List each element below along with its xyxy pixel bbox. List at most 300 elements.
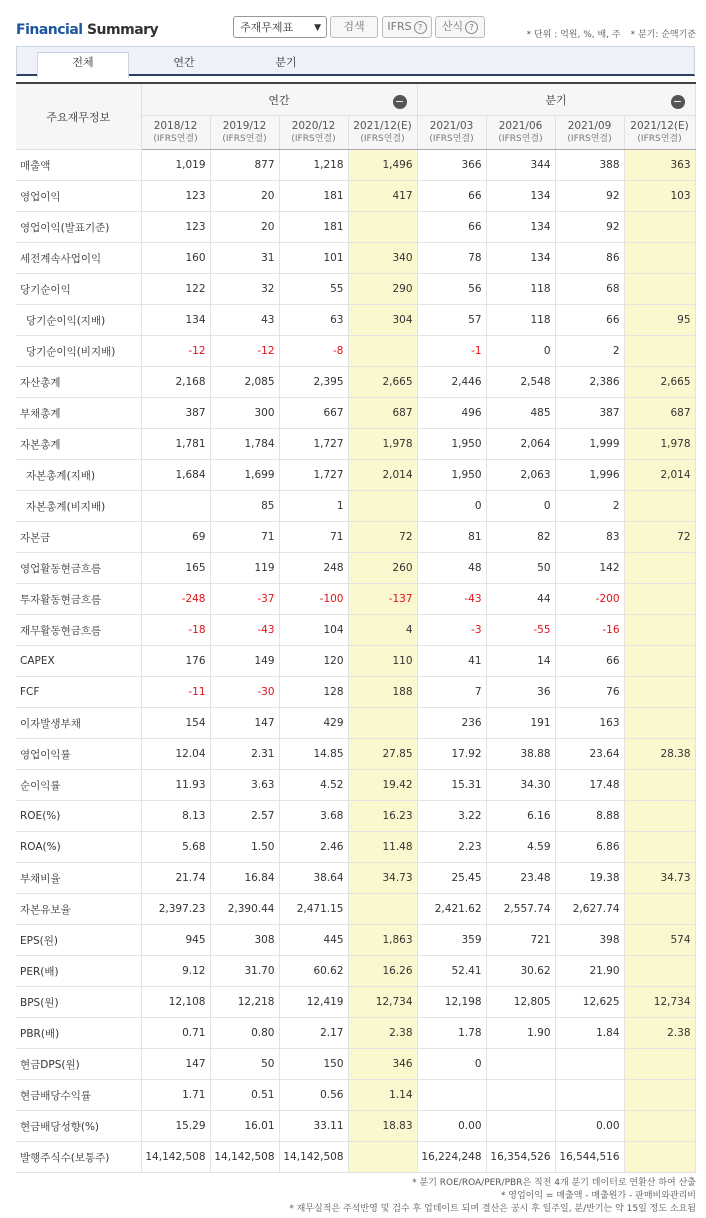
table-row bbox=[16, 243, 695, 274]
table-cell: 12,805 bbox=[486, 987, 555, 1018]
row-label: 부채비율 bbox=[16, 863, 141, 894]
period-header bbox=[624, 116, 695, 150]
table-cell: 16,354,526 bbox=[486, 1142, 555, 1173]
table-cell: 5.68 bbox=[141, 832, 210, 863]
table-cell: 134 bbox=[141, 305, 210, 336]
table-cell: 1,218 bbox=[279, 150, 348, 181]
table-cell: -16 bbox=[555, 615, 624, 646]
tab-quarter[interactable]: 분기 bbox=[275, 56, 297, 69]
table-cell: 38.64 bbox=[279, 863, 348, 894]
collapse-quarter-icon[interactable]: − bbox=[671, 95, 685, 109]
table-cell: 387 bbox=[555, 398, 624, 429]
period-basis: (IFRS연결) bbox=[498, 133, 543, 144]
table-cell: 2.38 bbox=[624, 1018, 695, 1049]
table-cell: 16,544,516 bbox=[555, 1142, 624, 1173]
table-cell: -137 bbox=[348, 584, 417, 615]
period-tabs bbox=[16, 46, 695, 76]
table-cell: 72 bbox=[348, 522, 417, 553]
table-cell: 1.71 bbox=[141, 1080, 210, 1111]
search-button[interactable]: 검색 bbox=[330, 16, 378, 38]
table-row bbox=[16, 429, 695, 460]
row-label: 당기순이익(비지배) bbox=[16, 336, 141, 367]
table-cell: -43 bbox=[417, 584, 486, 615]
table-cell: 2.57 bbox=[210, 801, 279, 832]
table-cell: 52.41 bbox=[417, 956, 486, 987]
table-cell: 14.85 bbox=[279, 739, 348, 770]
table-row bbox=[16, 367, 695, 398]
table-cell: 1,781 bbox=[141, 429, 210, 460]
period-basis: (IFRS연결) bbox=[637, 133, 682, 144]
period-header bbox=[141, 116, 210, 150]
table-cell: 2,665 bbox=[348, 367, 417, 398]
table-cell: 103 bbox=[624, 181, 695, 212]
table-cell: 1,699 bbox=[210, 460, 279, 491]
table-row bbox=[16, 987, 695, 1018]
table-row bbox=[16, 1111, 695, 1142]
table-cell: 260 bbox=[348, 553, 417, 584]
table-cell: 387 bbox=[141, 398, 210, 429]
row-label: PBR(배) bbox=[16, 1018, 141, 1049]
table-cell: 118 bbox=[486, 305, 555, 336]
table-cell: 2,397.23 bbox=[141, 894, 210, 925]
table-row bbox=[16, 925, 695, 956]
select-value: 주재무제표 bbox=[240, 21, 294, 34]
title-part2: Summary bbox=[82, 22, 159, 38]
table-cell bbox=[486, 1080, 555, 1111]
table-cell: -43 bbox=[210, 615, 279, 646]
period-basis: (IFRS연결) bbox=[360, 133, 405, 144]
table-cell: 0 bbox=[486, 336, 555, 367]
table-row bbox=[16, 584, 695, 615]
quarter-group-label: 분기 bbox=[545, 93, 567, 107]
table-cell: 43 bbox=[210, 305, 279, 336]
table-cell bbox=[417, 1080, 486, 1111]
table-cell: 16.26 bbox=[348, 956, 417, 987]
table-cell bbox=[624, 1111, 695, 1142]
table-cell: 25.45 bbox=[417, 863, 486, 894]
table-cell bbox=[624, 801, 695, 832]
period-header bbox=[555, 116, 624, 150]
table-cell: 1,863 bbox=[348, 925, 417, 956]
table-cell: 19.38 bbox=[555, 863, 624, 894]
table-cell: 0 bbox=[417, 491, 486, 522]
table-cell: 1,496 bbox=[348, 150, 417, 181]
table-cell bbox=[624, 770, 695, 801]
unit-notes bbox=[517, 27, 696, 40]
row-label: 영업이익(발표기준) bbox=[16, 212, 141, 243]
row-label: 자본총계(지배) bbox=[16, 460, 141, 491]
table-row bbox=[16, 274, 695, 305]
period-basis: (IFRS연결) bbox=[153, 133, 198, 144]
table-cell bbox=[624, 1049, 695, 1080]
row-label: 현금배당성향(%) bbox=[16, 1111, 141, 1142]
table-cell bbox=[348, 708, 417, 739]
period-label: 2021/12(E) bbox=[353, 119, 412, 132]
table-cell: 14,142,508 bbox=[279, 1142, 348, 1173]
table-cell bbox=[624, 336, 695, 367]
table-cell bbox=[624, 1080, 695, 1111]
period-label: 2021/12(E) bbox=[630, 119, 689, 132]
table-cell bbox=[624, 894, 695, 925]
table-cell: 66 bbox=[555, 646, 624, 677]
table-cell: 2 bbox=[555, 491, 624, 522]
table-cell: 160 bbox=[141, 243, 210, 274]
table-cell: 0 bbox=[486, 491, 555, 522]
table-cell: 3.68 bbox=[279, 801, 348, 832]
question-icon: ? bbox=[465, 21, 478, 34]
table-cell: 388 bbox=[555, 150, 624, 181]
table-cell: 1.78 bbox=[417, 1018, 486, 1049]
table-cell: 2 bbox=[555, 336, 624, 367]
table-cell bbox=[624, 646, 695, 677]
footnote-3: * 재무실적은 주석반영 및 검수 후 업데이트 되며 결산은 공시 후 일주일, 분/반기는 약 15일 정도 소요됨 bbox=[289, 1204, 696, 1214]
table-cell: 9.12 bbox=[141, 956, 210, 987]
table-cell: 363 bbox=[624, 150, 695, 181]
table-cell: 82 bbox=[486, 522, 555, 553]
period-header bbox=[417, 116, 486, 150]
table-row bbox=[16, 1142, 695, 1173]
table-cell: 1 bbox=[279, 491, 348, 522]
table-cell: 2,063 bbox=[486, 460, 555, 491]
table-cell: 14 bbox=[486, 646, 555, 677]
table-row bbox=[16, 1049, 695, 1080]
table-cell: 34.30 bbox=[486, 770, 555, 801]
table-cell: 123 bbox=[141, 212, 210, 243]
quarter-note: * 분기: 순액기준 bbox=[630, 30, 696, 40]
table-cell: 181 bbox=[279, 212, 348, 243]
table-cell: 95 bbox=[624, 305, 695, 336]
table-cell: 14,142,508 bbox=[210, 1142, 279, 1173]
table-cell: 1,684 bbox=[141, 460, 210, 491]
collapse-annual-icon[interactable]: − bbox=[393, 95, 407, 109]
table-cell: -30 bbox=[210, 677, 279, 708]
table-cell bbox=[486, 1111, 555, 1142]
table-cell: 147 bbox=[210, 708, 279, 739]
table-cell: 21.90 bbox=[555, 956, 624, 987]
table-cell bbox=[624, 584, 695, 615]
table-cell: 50 bbox=[486, 553, 555, 584]
table-cell: 14,142,508 bbox=[141, 1142, 210, 1173]
table-cell: 12,419 bbox=[279, 987, 348, 1018]
table-cell: 33.11 bbox=[279, 1111, 348, 1142]
row-label: EPS(원) bbox=[16, 925, 141, 956]
row-label: 영업이익 bbox=[16, 181, 141, 212]
table-cell: 3.22 bbox=[417, 801, 486, 832]
table-cell: 34.73 bbox=[348, 863, 417, 894]
table-cell bbox=[624, 708, 695, 739]
table-row bbox=[16, 956, 695, 987]
table-cell: 16.01 bbox=[210, 1111, 279, 1142]
row-label: CAPEX bbox=[16, 646, 141, 677]
table-cell: 15.31 bbox=[417, 770, 486, 801]
table-row bbox=[16, 460, 695, 491]
table-cell: 104 bbox=[279, 615, 348, 646]
footnote-1: * 분기 ROE/ROA/PER/PBR은 직전 4개 분기 데이터로 연환산 하여 산출 bbox=[412, 1178, 696, 1188]
title-part1: Financial bbox=[16, 22, 83, 38]
quarter-group-header bbox=[417, 83, 695, 116]
annual-group-header bbox=[141, 83, 417, 116]
period-header bbox=[486, 116, 555, 150]
table-cell: 71 bbox=[279, 522, 348, 553]
row-label: 당기순이익 bbox=[16, 274, 141, 305]
table-cell: 4 bbox=[348, 615, 417, 646]
table-cell: 3.63 bbox=[210, 770, 279, 801]
table-cell: 119 bbox=[210, 553, 279, 584]
footnote-2: * 영업이익 = 매출액 - 매출원가 - 판매비와관리비 bbox=[500, 1191, 696, 1201]
table-cell: 21.74 bbox=[141, 863, 210, 894]
statement-type-select[interactable] bbox=[233, 16, 327, 38]
table-cell: 122 bbox=[141, 274, 210, 305]
table-cell: 165 bbox=[141, 553, 210, 584]
table-cell: 28.38 bbox=[624, 739, 695, 770]
row-label: 투자활동현금흐름 bbox=[16, 584, 141, 615]
table-cell: 1,727 bbox=[279, 460, 348, 491]
table-cell: 877 bbox=[210, 150, 279, 181]
table-cell: 57 bbox=[417, 305, 486, 336]
period-header bbox=[210, 116, 279, 150]
table-cell: 118 bbox=[486, 274, 555, 305]
table-cell: 72 bbox=[624, 522, 695, 553]
table-cell: 2,557.74 bbox=[486, 894, 555, 925]
table-cell: 2,390.44 bbox=[210, 894, 279, 925]
row-label: ROE(%) bbox=[16, 801, 141, 832]
table-cell bbox=[348, 1142, 417, 1173]
row-label: 부채총계 bbox=[16, 398, 141, 429]
table-cell bbox=[141, 491, 210, 522]
table-cell bbox=[348, 894, 417, 925]
table-cell: 66 bbox=[417, 181, 486, 212]
table-cell: -18 bbox=[141, 615, 210, 646]
table-cell: 15.29 bbox=[141, 1111, 210, 1142]
table-cell: 2,014 bbox=[348, 460, 417, 491]
table-cell: 17.48 bbox=[555, 770, 624, 801]
table-cell: 188 bbox=[348, 677, 417, 708]
table-cell: 16,224,248 bbox=[417, 1142, 486, 1173]
table-cell: 1,727 bbox=[279, 429, 348, 460]
table-cell: 71 bbox=[210, 522, 279, 553]
table-cell: 123 bbox=[141, 181, 210, 212]
table-cell: 191 bbox=[486, 708, 555, 739]
table-cell: 154 bbox=[141, 708, 210, 739]
table-cell: 176 bbox=[141, 646, 210, 677]
table-row bbox=[16, 708, 695, 739]
table-cell: 23.48 bbox=[486, 863, 555, 894]
table-cell: 63 bbox=[279, 305, 348, 336]
table-cell bbox=[624, 491, 695, 522]
table-cell: -1 bbox=[417, 336, 486, 367]
period-label: 2019/12 bbox=[222, 119, 267, 132]
table-cell: -12 bbox=[141, 336, 210, 367]
row-label: 세전계속사업이익 bbox=[16, 243, 141, 274]
table-cell: 31 bbox=[210, 243, 279, 274]
row-label: 자본총계(비지배) bbox=[16, 491, 141, 522]
table-cell: 134 bbox=[486, 181, 555, 212]
table-cell: 134 bbox=[486, 212, 555, 243]
ifrs-help-button[interactable] bbox=[382, 16, 432, 38]
table-cell: 687 bbox=[624, 398, 695, 429]
table-row bbox=[16, 150, 695, 181]
period-basis: (IFRS연결) bbox=[429, 133, 474, 144]
table-cell: 50 bbox=[210, 1049, 279, 1080]
row-label: 발행주식수(보통주) bbox=[16, 1142, 141, 1173]
annual-group-label: 연간 bbox=[268, 93, 290, 107]
table-row bbox=[16, 398, 695, 429]
table-cell bbox=[486, 1049, 555, 1080]
table-cell: 163 bbox=[555, 708, 624, 739]
table-cell bbox=[624, 243, 695, 274]
table-cell: 38.88 bbox=[486, 739, 555, 770]
table-cell: 0.56 bbox=[279, 1080, 348, 1111]
table-cell bbox=[624, 274, 695, 305]
financial-summary-table bbox=[16, 82, 696, 1173]
row-label: 매출액 bbox=[16, 150, 141, 181]
table-cell: 0 bbox=[417, 1049, 486, 1080]
table-cell: 150 bbox=[279, 1049, 348, 1080]
table-cell: 11.93 bbox=[141, 770, 210, 801]
table-cell bbox=[555, 1080, 624, 1111]
table-cell: 12,734 bbox=[348, 987, 417, 1018]
table-cell: -11 bbox=[141, 677, 210, 708]
table-cell: 181 bbox=[279, 181, 348, 212]
table-cell: 2,446 bbox=[417, 367, 486, 398]
table-cell bbox=[348, 336, 417, 367]
table-cell: 86 bbox=[555, 243, 624, 274]
table-cell: 1,950 bbox=[417, 429, 486, 460]
table-cell: 2,395 bbox=[279, 367, 348, 398]
table-cell: 56 bbox=[417, 274, 486, 305]
table-row bbox=[16, 305, 695, 336]
table-cell: 83 bbox=[555, 522, 624, 553]
table-cell: 1.50 bbox=[210, 832, 279, 863]
table-cell bbox=[348, 491, 417, 522]
tab-all[interactable]: 전체 bbox=[37, 52, 129, 78]
table-cell: 429 bbox=[279, 708, 348, 739]
table-cell bbox=[624, 615, 695, 646]
period-header bbox=[279, 116, 348, 150]
table-cell: 48 bbox=[417, 553, 486, 584]
table-cell: 120 bbox=[279, 646, 348, 677]
table-cell: 398 bbox=[555, 925, 624, 956]
table-row bbox=[16, 770, 695, 801]
table-cell: 18.83 bbox=[348, 1111, 417, 1142]
period-basis: (IFRS연결) bbox=[567, 133, 612, 144]
period-label: 2021/09 bbox=[567, 119, 612, 132]
row-label: 재무활동현금흐름 bbox=[16, 615, 141, 646]
row-label: FCF bbox=[16, 677, 141, 708]
table-cell bbox=[348, 212, 417, 243]
table-cell: 236 bbox=[417, 708, 486, 739]
table-cell: 128 bbox=[279, 677, 348, 708]
table-cell: 6.86 bbox=[555, 832, 624, 863]
table-cell: 0.71 bbox=[141, 1018, 210, 1049]
table-cell: 19.42 bbox=[348, 770, 417, 801]
table-cell: -55 bbox=[486, 615, 555, 646]
table-cell bbox=[624, 553, 695, 584]
table-cell bbox=[624, 956, 695, 987]
table-cell bbox=[624, 1142, 695, 1173]
table-cell: 76 bbox=[555, 677, 624, 708]
table-cell: 304 bbox=[348, 305, 417, 336]
table-row bbox=[16, 739, 695, 770]
table-cell: 6.16 bbox=[486, 801, 555, 832]
table-cell: 12,108 bbox=[141, 987, 210, 1018]
table-cell: 485 bbox=[486, 398, 555, 429]
table-cell: 687 bbox=[348, 398, 417, 429]
table-cell: -200 bbox=[555, 584, 624, 615]
table-cell: 417 bbox=[348, 181, 417, 212]
table-cell: 12,198 bbox=[417, 987, 486, 1018]
table-cell: 366 bbox=[417, 150, 486, 181]
table-cell: 60.62 bbox=[279, 956, 348, 987]
row-label: 자본총계 bbox=[16, 429, 141, 460]
table-cell: 34.73 bbox=[624, 863, 695, 894]
table-cell: 1.90 bbox=[486, 1018, 555, 1049]
table-row bbox=[16, 646, 695, 677]
table-cell: 69 bbox=[141, 522, 210, 553]
table-cell: 2.31 bbox=[210, 739, 279, 770]
row-label: 자본금 bbox=[16, 522, 141, 553]
table-cell bbox=[624, 212, 695, 243]
table-cell: 4.59 bbox=[486, 832, 555, 863]
row-label: ROA(%) bbox=[16, 832, 141, 863]
table-cell: 1,019 bbox=[141, 150, 210, 181]
table-cell bbox=[555, 1049, 624, 1080]
table-cell: 340 bbox=[348, 243, 417, 274]
table-cell: -100 bbox=[279, 584, 348, 615]
table-cell: 300 bbox=[210, 398, 279, 429]
table-cell: 2.38 bbox=[348, 1018, 417, 1049]
table-cell: 2.17 bbox=[279, 1018, 348, 1049]
table-cell: 2.46 bbox=[279, 832, 348, 863]
period-label: 2020/12 bbox=[291, 119, 336, 132]
table-cell: 81 bbox=[417, 522, 486, 553]
table-cell: 2,471.15 bbox=[279, 894, 348, 925]
table-cell: 945 bbox=[141, 925, 210, 956]
table-row bbox=[16, 677, 695, 708]
table-cell: 2.23 bbox=[417, 832, 486, 863]
chevron-down-icon: ▼ bbox=[314, 23, 321, 33]
table-cell: 8.13 bbox=[141, 801, 210, 832]
table-cell: -12 bbox=[210, 336, 279, 367]
formula-help-button[interactable] bbox=[435, 16, 485, 38]
row-label: 현금DPS(원) bbox=[16, 1049, 141, 1080]
corner-header: 주요재무정보 bbox=[16, 83, 141, 150]
table-cell: 20 bbox=[210, 212, 279, 243]
table-row bbox=[16, 181, 695, 212]
table-cell: 0.51 bbox=[210, 1080, 279, 1111]
table-cell: 8.88 bbox=[555, 801, 624, 832]
tab-annual[interactable]: 연간 bbox=[173, 56, 195, 69]
table-cell: 16.23 bbox=[348, 801, 417, 832]
row-label: 영업이익률 bbox=[16, 739, 141, 770]
table-cell: 290 bbox=[348, 274, 417, 305]
table-cell: 2,421.62 bbox=[417, 894, 486, 925]
question-icon: ? bbox=[414, 21, 427, 34]
table-cell: 12,734 bbox=[624, 987, 695, 1018]
table-cell: 2,386 bbox=[555, 367, 624, 398]
table-cell: 66 bbox=[555, 305, 624, 336]
table-cell: 344 bbox=[486, 150, 555, 181]
row-label: 이자발생부채 bbox=[16, 708, 141, 739]
table-cell: 1,950 bbox=[417, 460, 486, 491]
table-cell: 32 bbox=[210, 274, 279, 305]
period-basis: (IFRS연결) bbox=[291, 133, 336, 144]
table-cell: 20 bbox=[210, 181, 279, 212]
table-cell: -248 bbox=[141, 584, 210, 615]
table-cell: 1,996 bbox=[555, 460, 624, 491]
table-row bbox=[16, 801, 695, 832]
table-cell: 134 bbox=[486, 243, 555, 274]
